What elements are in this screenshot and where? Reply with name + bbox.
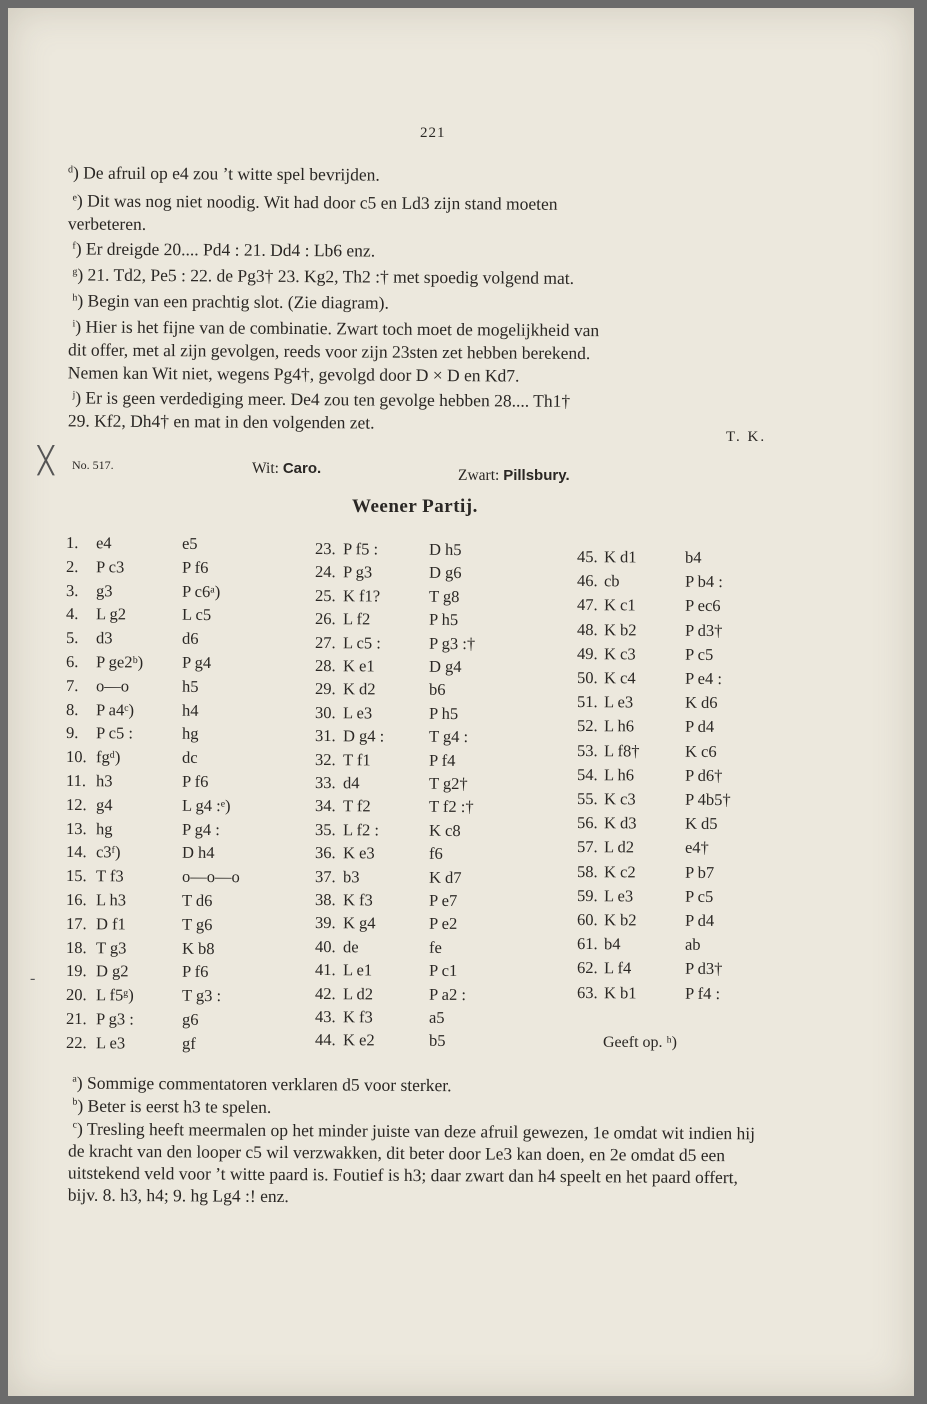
- black-move: P c5: [684, 886, 714, 906]
- black-move: a5: [428, 1007, 445, 1027]
- note-text: 21. Td2, Pe5 : 22. de Pg3† 23. Kg2, Th2 :† met spoedig volgend mat.: [87, 264, 575, 288]
- white-move: d4: [342, 773, 360, 793]
- black-move: e4†: [684, 838, 709, 858]
- note-mark: e: [72, 192, 77, 204]
- black-move: h4: [181, 700, 199, 720]
- white-move: L d2: [342, 983, 374, 1003]
- white-move: P a4ᶜ): [95, 699, 135, 720]
- white-move: P c5 :: [95, 723, 134, 743]
- note-mark: f: [72, 240, 76, 252]
- margin-dash-mark: -: [30, 970, 36, 987]
- black-move: d6: [181, 628, 199, 649]
- move-number: 49.: [576, 643, 598, 663]
- footnote-mark: a: [72, 1073, 77, 1085]
- move-number: 63.: [576, 982, 598, 1002]
- move-number: 26.: [314, 609, 336, 629]
- footnote-mark: c: [72, 1119, 78, 1131]
- move-number: 1.: [65, 533, 79, 553]
- black-move: L g4 :ᵉ): [181, 795, 231, 815]
- move-number: 10.: [65, 747, 87, 767]
- black-move: T d6: [181, 890, 213, 911]
- white-move: L h6: [603, 764, 635, 785]
- footnote-mark: b: [72, 1096, 78, 1108]
- note-continuation: 29. Kf2, Dh4† en mat in den volgenden zet.: [67, 410, 375, 433]
- note-mark: j: [72, 389, 76, 401]
- move-number: 36.: [314, 843, 336, 863]
- move-number: 9.: [65, 723, 79, 743]
- black-move: T g6: [181, 914, 213, 934]
- footnote-text: Tresling heeft meermalen op het minder juiste van deze afruil gewezen, 1e: [86, 1118, 610, 1143]
- page-number: 221: [420, 125, 446, 141]
- move-number: 21.: [65, 1009, 87, 1029]
- white-move: d3: [95, 628, 113, 648]
- note-text: Er is geen verdediging meer. De4 zou ten gevolge hebben 28.... Th1†: [85, 387, 571, 411]
- black-move: T g3 :: [181, 985, 222, 1006]
- game-number: No. 517.: [72, 458, 114, 472]
- game-result: Geeft op. ʰ): [603, 1034, 677, 1051]
- black-move: P f6: [181, 962, 209, 982]
- black-move: b5: [428, 1031, 446, 1051]
- white-move: L h6: [603, 716, 635, 736]
- footnote-text: Beter is eerst h3 te spelen.: [87, 1095, 272, 1117]
- note-d: $^d$) De afruil op e4 zou ’t witte spel bevrijden.: [67, 162, 380, 185]
- black-move: f6: [428, 843, 443, 864]
- footnote-continuation: omdat wit indien hij de kracht van den looper c5 wil verzwakken, dit beter: [68, 1122, 756, 1164]
- move-number: 27.: [314, 632, 336, 652]
- footnote-text: Sommige commentatoren verklaren d5 voor sterker.: [86, 1072, 452, 1096]
- white-move: de: [342, 936, 359, 957]
- note-mark: g: [72, 266, 78, 278]
- move-number: 18.: [65, 937, 87, 957]
- black-move: P c5: [684, 644, 714, 664]
- white-move: K c3: [603, 789, 636, 809]
- white-move: L e3: [603, 885, 634, 906]
- move-number: 52.: [576, 716, 598, 736]
- white-move: K b2: [603, 910, 637, 930]
- footnote-continuation: Lg4 :! enz.: [212, 1185, 289, 1207]
- move-number: 22.: [65, 1032, 87, 1052]
- move-number: 30.: [314, 702, 336, 722]
- black-move: P c1: [428, 960, 458, 981]
- note-text: De afruil op e4 zou ’t witte spel bevrijden.: [83, 162, 380, 185]
- book-page: [8, 8, 914, 1396]
- white-move: g3: [95, 580, 113, 600]
- black-move: P b4 :: [684, 571, 723, 592]
- black-move: P f4 :: [684, 983, 721, 1003]
- white-move: K b2: [603, 619, 637, 640]
- white-move: g4: [95, 795, 113, 815]
- white-move: L e3: [95, 1033, 126, 1053]
- move-number: 48.: [576, 619, 598, 639]
- white-move: K f1?: [342, 585, 381, 606]
- black-move: P 4b5†: [684, 789, 731, 810]
- black-move: K c6: [684, 741, 717, 761]
- black-move: P d6†: [684, 765, 723, 785]
- note-f: $^f$) Er dreigde 20.... Pd4 : 21. Dd4 : Lb6 enz.: [72, 238, 376, 261]
- move-number: 37.: [314, 866, 336, 886]
- white-move: L e3: [342, 702, 373, 723]
- white-move: L e3: [603, 692, 634, 712]
- black-move: P f4: [428, 750, 456, 770]
- white-move: L f5ᵍ): [95, 985, 134, 1005]
- move-number: 8.: [65, 699, 79, 719]
- black-move: P e4 :: [684, 668, 723, 689]
- move-number: 3.: [65, 580, 79, 600]
- move-number: 62.: [576, 958, 598, 978]
- note-mark: d: [67, 164, 74, 176]
- move-number: 6.: [65, 652, 79, 672]
- black-move: P g4 :: [181, 819, 220, 839]
- move-number: 7.: [65, 675, 79, 695]
- note-text: Hier is het fijne van de combinatie. Zwart toch moet de mogelijkheid van: [85, 316, 600, 341]
- white-move: P g3: [342, 562, 373, 582]
- move-number: 11.: [65, 771, 87, 791]
- move-number: 57.: [576, 837, 598, 857]
- move-number: 29.: [314, 679, 336, 699]
- note-continuation: dit offer, met al zijn gevolgen, reeds voor zijn 23sten zet hebben berekend.: [67, 339, 591, 364]
- white-move: h3: [95, 771, 113, 791]
- black-move: D h4: [181, 843, 215, 863]
- author-signature: T. K.: [726, 429, 767, 445]
- black-move: T g8: [428, 586, 460, 606]
- black-move: P ec6: [684, 596, 721, 616]
- white-move: L h3: [95, 890, 127, 910]
- white-move: L f8†: [603, 740, 640, 761]
- black-move: gf: [181, 1033, 196, 1053]
- black-move: h5: [181, 676, 199, 696]
- white-move: o—o: [95, 676, 130, 696]
- black-move: dc: [181, 747, 198, 768]
- white-move: K c2: [603, 861, 636, 882]
- margin-cross-mark: ╳: [38, 446, 54, 475]
- white-move: hg: [95, 818, 113, 838]
- move-number: 56.: [576, 813, 598, 833]
- white-move: T f1: [342, 749, 371, 769]
- white-move: K d3: [603, 813, 637, 833]
- move-number: 14.: [65, 842, 87, 862]
- black-move: D g4: [428, 656, 462, 677]
- footnote-b: $^b$) Beter is eerst h3 te spelen.: [72, 1095, 272, 1117]
- black-move: fe: [428, 937, 442, 957]
- black-move: P f6: [181, 771, 209, 791]
- white-move: D g4 :: [342, 726, 385, 746]
- move-number: 13.: [65, 818, 87, 838]
- white-move: L c5 :: [342, 632, 381, 653]
- white-move: T g3: [95, 937, 127, 958]
- white-move: K c1: [603, 595, 636, 615]
- white-move: L e1: [342, 960, 373, 980]
- black-move: K c8: [428, 820, 461, 840]
- black-move: P d3†: [684, 959, 723, 979]
- white-move: K c3: [603, 643, 636, 664]
- white-move: cb: [603, 571, 620, 591]
- white-move: K f3: [342, 1007, 373, 1027]
- black-move: ab: [684, 934, 701, 955]
- footnote-a: $^a$) Sommige commentatoren verklaren d5 voor sterker.: [72, 1072, 452, 1096]
- footnote-c: $^c$) Tresling heeft meermalen op het minder juiste van deze afruil gewezen, 1e omdat wit indien hij de kracht van den looper c5 wil verzwakken, dit beter door Le3 kan doen, en 2e omdat d5 een uitstekend veld voor ’t witte paard is. Foutief is h3; daar zwart dan h4 speelt en het paard offert, bijv. 8. h3, h4; 9. hg Lg4 :! enz.: [67, 1118, 756, 1207]
- note-continuation: verbeteren.: [67, 213, 147, 234]
- move-number: 12.: [65, 794, 87, 814]
- note-e: $^e$) Dit was nog niet noodig. Wit had door c5 en Ld3 zijn stand moeten verbeteren.: [68, 189, 808, 240]
- footnote-continuation: door Le3 kan doen, en 2e omdat d5 een uitstekend veld voor ’t witte paard is.: [67, 1143, 726, 1185]
- black-move: P f6: [181, 557, 209, 577]
- move-number: 60.: [576, 910, 598, 930]
- move-number: 44.: [314, 1030, 336, 1050]
- white-move: K d1: [603, 547, 637, 567]
- move-number: 16.: [65, 890, 87, 910]
- move-number: 35.: [314, 819, 336, 839]
- move-number: 40.: [314, 936, 336, 956]
- black-move: D h5: [428, 539, 462, 560]
- black-move: b4: [684, 547, 702, 567]
- black-move: P b7: [684, 862, 715, 882]
- move-number: 31.: [314, 726, 336, 746]
- note-mark: h: [72, 292, 78, 304]
- move-number: 43.: [314, 1007, 336, 1027]
- white-move: P c3: [95, 557, 125, 577]
- white-move: P ge2ᵇ): [95, 652, 144, 672]
- black-move: hg: [181, 724, 199, 744]
- black-move: P e7: [428, 890, 458, 910]
- game-title: Weener Partij.: [352, 496, 478, 517]
- black-move: P g4: [181, 652, 212, 673]
- move-number: 28.: [314, 656, 336, 676]
- black-move: K d5: [684, 813, 718, 834]
- white-move: K g4: [342, 913, 376, 933]
- note-text: Begin van een prachtig slot. (Zie diagram).: [87, 290, 389, 313]
- white-move: P g3 :: [95, 1009, 134, 1029]
- black-move: P d4: [684, 910, 715, 930]
- move-number: 4.: [65, 604, 79, 624]
- black-move: P h5: [428, 609, 459, 630]
- white-move: fgᵈ): [95, 747, 121, 767]
- black-move: o—o—o: [181, 866, 240, 887]
- move-number: 51.: [576, 692, 598, 712]
- move-number: 46.: [576, 571, 598, 591]
- note-j: $^j$) Er is geen verdediging meer. De4 zou ten gevolge hebben 28.... Th1† 29. Kf2, Dh4† en mat in den volgenden zet.: [68, 386, 808, 437]
- black-name: Pillsbury.: [503, 467, 570, 484]
- white-move: L f2: [342, 609, 371, 629]
- note-mark: i: [72, 318, 76, 330]
- black-label: Zwart:: [458, 467, 500, 484]
- white-move: b4: [603, 934, 621, 954]
- black-move: P d4: [684, 717, 715, 737]
- black-move: P e2: [428, 914, 458, 934]
- note-continuation: Nemen kan Wit niet, wegens Pg4†, gevolgd door D × D en Kd7.: [67, 362, 520, 386]
- move-number: 41.: [314, 960, 336, 980]
- move-number: 54.: [576, 764, 598, 784]
- move-number: 34.: [314, 796, 336, 816]
- white-move: L g2: [95, 604, 127, 624]
- white-label: Wit:: [252, 460, 279, 477]
- black-move: D g6: [428, 563, 462, 583]
- move-number: 19.: [65, 961, 87, 981]
- move-number: 53.: [576, 740, 598, 760]
- white-move: D g2: [95, 961, 129, 981]
- footnote-continuation: Foutief is h3; daar zwart dan h4 speelt en het paard offert, bijv. 8. h3, h4; 9. hg: [67, 1164, 738, 1206]
- note-text: Er dreigde 20.... Pd4 : 21. Dd4 : Lb6 enz.: [85, 238, 376, 261]
- black-move: K d6: [684, 692, 718, 713]
- move-number: 39.: [314, 913, 336, 933]
- move-number: 45.: [576, 547, 598, 567]
- note-i: $^i$) Hier is het fijne van de combinatie. Zwart toch moet de mogelijkheid van dit offer, met al zijn gevolgen, reeds voor zijn 23sten zet hebben berekend. Nemen kan Wit niet, wegens Pg4†, gevolgd door D × D en Kd7.: [68, 315, 808, 389]
- move-number: 17.: [65, 913, 87, 933]
- white-move: T f3: [95, 866, 124, 886]
- white-move: e4: [95, 533, 112, 553]
- move-number: 59.: [576, 885, 598, 905]
- move-number: 38.: [314, 890, 336, 910]
- black-move: P d3†: [684, 620, 723, 640]
- white-move: c3ᶠ): [95, 842, 121, 862]
- move-number: 15.: [65, 866, 87, 886]
- move-number: 58.: [576, 861, 598, 881]
- white-move: T f2: [342, 796, 371, 816]
- move-number: 47.: [576, 595, 598, 615]
- move-number: 25.: [314, 585, 336, 605]
- note-g: $^g$) 21. Td2, Pe5 : 22. de Pg3† 23. Kg2, Th2 :† met spoedig volgend mat.: [72, 264, 575, 288]
- black-move: P h5: [428, 703, 459, 723]
- move-number: 24.: [314, 562, 336, 582]
- move-number: 32.: [314, 749, 336, 769]
- move-number: 5.: [65, 628, 79, 648]
- move-number: 50.: [576, 668, 598, 688]
- white-move: L d2: [603, 837, 635, 857]
- white-move: P f5 :: [342, 539, 379, 559]
- black-move: T g2†: [428, 773, 468, 794]
- move-number: 42.: [314, 983, 336, 1003]
- move-number: 20.: [65, 985, 87, 1005]
- white-move: L f2 :: [342, 819, 380, 840]
- black-move: K d7: [428, 867, 462, 887]
- note-text: Dit was nog niet noodig. Wit had door c5 en Ld3 zijn stand moeten: [87, 190, 558, 214]
- move-number: 23.: [314, 539, 336, 559]
- white-move: K e1: [342, 656, 375, 676]
- white-move: L f4: [603, 958, 632, 978]
- white-player: [252, 460, 321, 478]
- white-move: K c4: [603, 668, 636, 688]
- white-move: K e3: [342, 843, 375, 863]
- white-move: D f1: [95, 914, 126, 934]
- move-number: 33.: [314, 773, 336, 793]
- move-number: 55.: [576, 789, 598, 809]
- black-move: K b8: [181, 938, 215, 958]
- black-move: b6: [428, 680, 446, 700]
- black-move: P c6ᵃ): [181, 581, 221, 601]
- white-name: Caro.: [282, 460, 322, 477]
- white-move: K f3: [342, 890, 373, 910]
- black-move: g6: [181, 1009, 199, 1029]
- black-move: e5: [181, 533, 198, 553]
- black-move: T f2 :†: [428, 797, 474, 817]
- black-move: L c5: [181, 605, 212, 625]
- black-move: P g3 :†: [428, 633, 476, 653]
- note-h: $^h$) Begin van een prachtig slot. (Zie diagram).: [72, 290, 389, 313]
- black-move: P a2 :: [428, 984, 467, 1004]
- white-move: b3: [342, 866, 360, 886]
- white-move: K e2: [342, 1030, 375, 1050]
- black-move: T g4 :: [428, 726, 469, 747]
- black-player: [458, 467, 570, 485]
- move-number: 61.: [576, 934, 598, 954]
- white-move: K b1: [603, 982, 637, 1003]
- white-move: K d2: [342, 679, 376, 699]
- move-number: 2.: [65, 556, 79, 576]
